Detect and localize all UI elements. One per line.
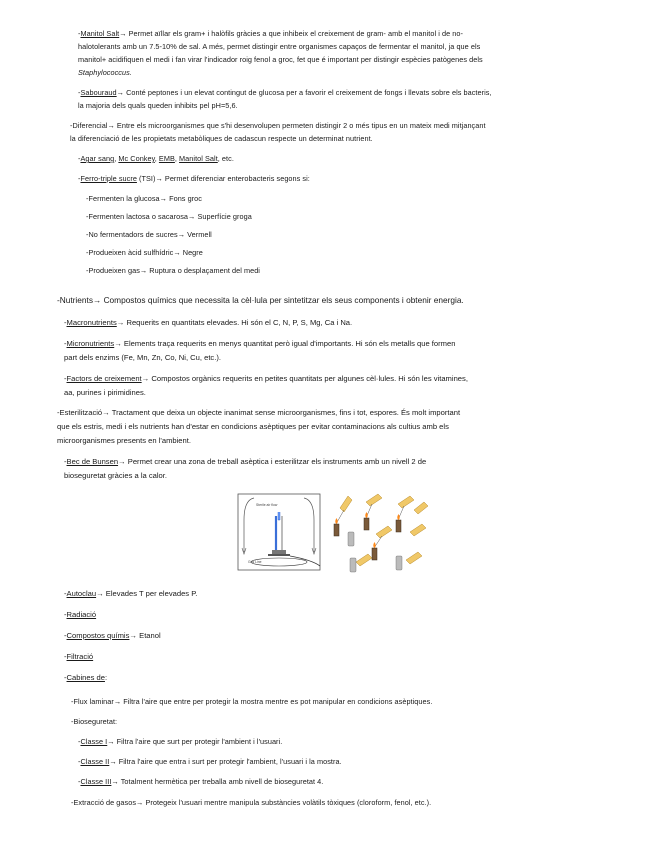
- differential-media-list: -Agar sang, Mc Conkey, EMB, Manitol Salt, etc.: [78, 154, 234, 163]
- manitol-salt-line-1: -Manitol Salt→ Permet aïllar els gram+ i halòfils gràcies a que inhibeix el creixement de gram- amb el manitol i de no-: [78, 29, 463, 38]
- bunsen-line-2: bioseguretat gràcies a la calor.: [64, 471, 167, 480]
- tsi-item: -Fermenten lactosa o sacarosa→ Superfície groga: [86, 212, 252, 221]
- test-tube-icon: [348, 532, 354, 546]
- flame-icon: [335, 518, 338, 524]
- factors-line-2: aa, purines i pirimidines.: [64, 388, 146, 397]
- micronutrients-line-2: part dels enzims (Fe, Mn, Zn, Co, Ni, Cu, etc.).: [64, 353, 221, 362]
- figure-label-top: Sterile air flow: [256, 503, 278, 507]
- test-tube-icon: [396, 556, 402, 570]
- hand-icon: [356, 554, 372, 566]
- sabouraud-line-2: la majoria dels quals queden inhibits pel pH=5,6.: [78, 101, 238, 110]
- diferencial-line-2: la diferenciació de les propietats metabòliques de cadascun respecte un determinat nutrient.: [70, 134, 373, 143]
- manitol-salt-line-3: manitol+ acidifiquen el medi i fan virar l'indicador roig fenol a groc, fet que é important per distingir espècies patògenes dels: [78, 55, 483, 64]
- manitol-salt-line-2: halotolerants amb un 7.5-10% de sal. A més, permet distingir entre organismes capaços de fermentar el manitol, ja que els: [78, 42, 481, 51]
- macronutrients-line: -Macronutrients→ Requerits en quantitats elevades. Hi són el C, N, P, S, Mg, Ca i Na.: [64, 318, 353, 327]
- flux-laminar-line: -Flux laminar→ Filtra l'aire que entre per protegir la mostra mentre es pot manipular en condicions asèptiques.: [71, 697, 433, 706]
- tsi-heading: -Ferro-triple sucre (TSI)→ Permet diferenciar enterobacteris segons si:: [78, 174, 310, 183]
- diferencial-line-1: -Diferencial→ Entre els microorganismes que s'hi desenvolupen permeten distingir 2 o més tipus en un mateix medi mitjançant: [70, 121, 486, 130]
- hand-icon: [376, 526, 392, 538]
- bunsen-burner-icon: [372, 548, 377, 560]
- bioseguretat-heading: -Bioseguretat:: [71, 717, 118, 726]
- tsi-item: -Fermenten la glucosa→ Fons groc: [86, 194, 202, 203]
- tsi-item: -Produeixen gas→ Ruptura o desplaçament del medi: [86, 266, 260, 275]
- flame-icon: [397, 514, 400, 520]
- compostos-line: -Compostos químis→ Etanol: [64, 631, 161, 640]
- esterilitzacio-line-3: microorganismes presents en l'ambient.: [57, 436, 191, 445]
- hand-icon: [366, 494, 382, 506]
- extraccio-gasos-line: -Extracció de gasos→ Protegeix l'usuari mentre manipula substàncies volàtils tòxiques (cloroform, fenol, etc.).: [71, 798, 432, 807]
- filtracio-line: -Filtració: [64, 652, 94, 661]
- hand-icon: [410, 524, 426, 536]
- classe-2-line: -Classe II→ Filtra l'aire que entra i surt per protegir l'ambient, l'usuari i la mostra.: [78, 757, 342, 766]
- hand-icon: [414, 502, 428, 514]
- radiacio-line: -Radiació: [64, 610, 97, 619]
- classe-1-line: -Classe I→ Filtra l'aire que surt per protegir l'ambient i l'usuari.: [78, 737, 283, 746]
- bunsen-burner-icon: [364, 518, 369, 530]
- nutrients-heading: -Nutrients→ Compostos químics que necessita la cèl·lula per sintetitzar els seus components i obtenir energia.: [57, 295, 464, 305]
- hand-icon: [406, 552, 422, 564]
- flame-icon: [365, 512, 368, 518]
- loop-sterilization-diagram: [326, 488, 432, 576]
- esterilitzacio-line-2: que els estris, medi i els nutrients han d'estar en condicions asèptiques per evitar contaminacions als cultius amb els: [57, 422, 449, 431]
- tsi-item: -No fermentadors de sucres→ Vermell: [86, 230, 212, 239]
- manitol-salt-line-4: Staphylococcus.: [78, 68, 132, 77]
- micronutrients-line-1: -Micronutrients→ Elements traça requerits en menys quantitat però igual d'importants. Hi són els metalls que formen: [64, 339, 456, 348]
- test-tube-icon: [350, 558, 356, 572]
- esterilitzacio-line-1: -Esterilització→ Tractament que deixa un objecte inanimat sense microorganismes, fins i tot, espores. És molt important: [57, 408, 461, 417]
- factors-line-1: -Factors de creixement→ Compostos orgànics requerits en petites quantitats per algunes cèl·lules. Hi són les vitamines,: [64, 374, 468, 383]
- laminar-flow-diagram: [234, 490, 324, 574]
- manitol-salt-term: Manitol Salt: [80, 29, 120, 38]
- hand-icon: [398, 496, 414, 508]
- sabouraud-line-1: -Sabouraud→ Conté peptones i un elevat contingut de glucosa per a favorir el creixement de fongs i llevats sobre els bacteris,: [78, 88, 492, 97]
- classe-3-line: -Classe III→ Totalment hermètica per treballa amb nivell de bioseguretat 4.: [78, 777, 324, 786]
- sabouraud-term: Sabouraud: [80, 88, 117, 97]
- tsi-item: -Produeixen àcid sulfhídric→ Negre: [86, 248, 203, 257]
- cabines-heading: -Cabines de:: [64, 673, 108, 682]
- bunsen-burner-icon: [334, 524, 339, 536]
- figure-label-bottom: Gas Line: [248, 560, 262, 564]
- bunsen-burner-icon: [396, 520, 401, 532]
- autoclau-line: -Autoclau→ Elevades T per elevades P.: [64, 589, 198, 598]
- hand-icon: [340, 496, 352, 512]
- flame-icon: [373, 542, 376, 548]
- bunsen-line-1: -Bec de Bunsen→ Permet crear una zona de treball asèptica i esterilitzar els instruments amb un nivell 2 de: [64, 457, 427, 466]
